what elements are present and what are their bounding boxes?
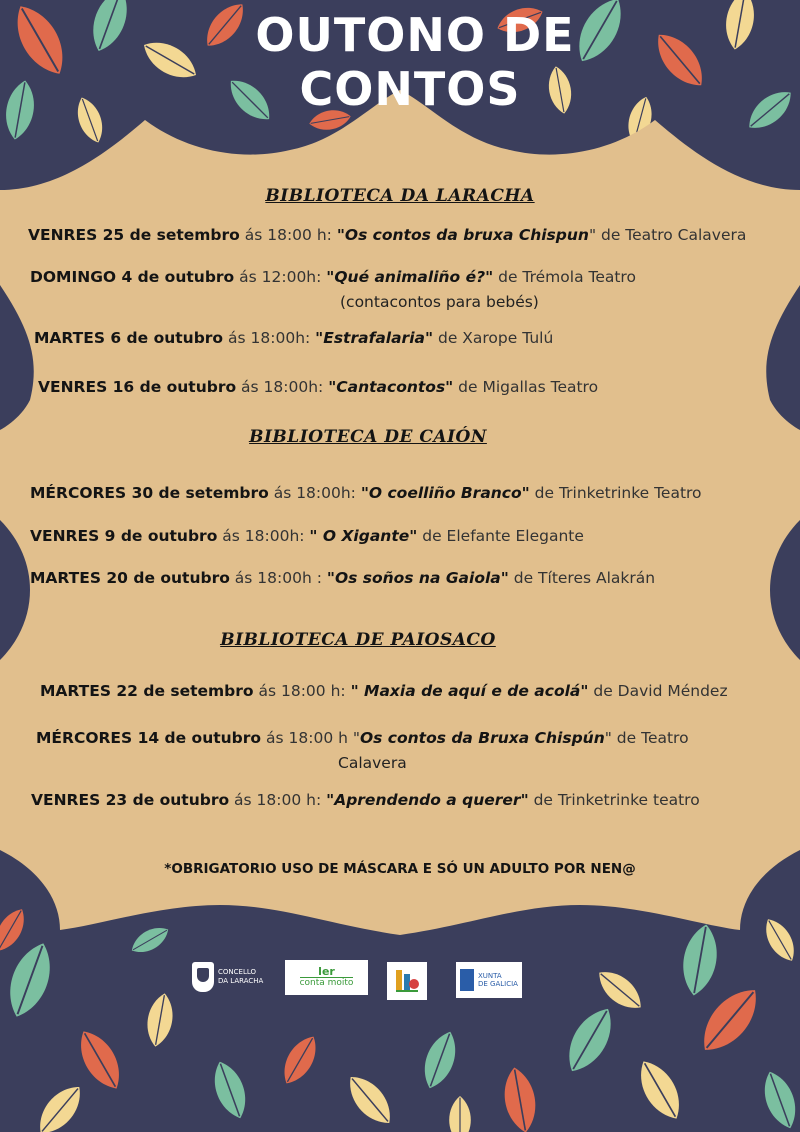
event-time: ás 18:00h: bbox=[217, 527, 310, 545]
event-row bbox=[36, 728, 689, 748]
event-company: de Trémola Teatro bbox=[493, 268, 636, 286]
event-time: ás 18:00h: bbox=[268, 484, 361, 502]
event-company: de Trinketrinke teatro bbox=[528, 791, 700, 809]
concello-logo-text bbox=[218, 968, 263, 986]
event-company: de Elefante Elegante bbox=[417, 527, 584, 545]
ler-conta-moito-logo bbox=[285, 960, 368, 995]
event-company: " de Teatro bbox=[604, 729, 689, 747]
poster-title-line1: OUTONO DE bbox=[255, 8, 575, 62]
event-title: "Cantacontos" bbox=[328, 378, 454, 396]
event-title: "Os contos da bruxa Chispun bbox=[336, 226, 589, 244]
shield-icon bbox=[192, 962, 214, 992]
event-title: " Maxia de aquí e de acolá" bbox=[350, 682, 589, 700]
event-title: "Os soños na Gaiola" bbox=[326, 569, 509, 587]
event-company: " de Teatro Calavera bbox=[588, 226, 747, 244]
event-title: "Qué animaliño é?" bbox=[326, 268, 494, 286]
section-heading-paiosaco: BIBLIOTECA DE PAIOSACO bbox=[220, 630, 496, 650]
event-row bbox=[31, 790, 700, 810]
event-extra: Calavera bbox=[338, 754, 407, 772]
event-time: ás 18:00h: bbox=[223, 329, 316, 347]
concello-logo-line1: CONCELLO bbox=[218, 968, 257, 976]
event-row bbox=[30, 267, 636, 287]
poster-title-line2: CONTOS bbox=[299, 62, 521, 116]
event-time: ás 18:00 h: bbox=[229, 791, 327, 809]
event-title: Os contos da Bruxa Chispún bbox=[359, 729, 605, 747]
library-logo-icon bbox=[392, 966, 422, 996]
event-title: "Estrafalaria" bbox=[315, 329, 434, 347]
mask-notice: *OBRIGATORIO USO DE MÁSCARA E SÓ UN ADULTO POR NEN@ bbox=[164, 861, 636, 877]
library-logo bbox=[387, 962, 427, 1000]
xunta-flag-icon bbox=[460, 969, 474, 991]
event-day: MÉRCORES 30 de setembro bbox=[30, 484, 269, 502]
concello-laracha-logo bbox=[192, 958, 268, 996]
event-company: de Trinketrinke Teatro bbox=[529, 484, 702, 502]
xunta-logo-line2: DE GALICIA bbox=[478, 980, 518, 988]
xunta-logo-line1: XUNTA bbox=[478, 972, 502, 980]
xunta-logo-text bbox=[478, 972, 518, 988]
ler-logo-line2: conta moito bbox=[299, 978, 354, 988]
event-day: VENRES 23 de outubro bbox=[31, 791, 230, 809]
event-time: ás 18:00 h: bbox=[239, 226, 337, 244]
event-day: MARTES 20 de outubro bbox=[30, 569, 230, 587]
event-title: "O coelliño Branco" bbox=[360, 484, 530, 502]
event-time: ás 12:00h: bbox=[234, 268, 327, 286]
event-title: "Aprendendo a querer" bbox=[326, 791, 529, 809]
event-time: ás 18:00 h " bbox=[261, 729, 360, 747]
event-day: DOMINGO 4 de outubro bbox=[30, 268, 235, 286]
event-company: de Xarope Tulú bbox=[433, 329, 554, 347]
event-company: de Títeres Alakrán bbox=[508, 569, 656, 587]
event-time: ás 18:00h: bbox=[236, 378, 329, 396]
event-time: ás 18:00h : bbox=[229, 569, 327, 587]
event-row bbox=[30, 483, 702, 503]
event-row bbox=[30, 568, 655, 588]
event-day: MARTES 22 de setembro bbox=[40, 682, 254, 700]
event-row bbox=[38, 377, 598, 397]
event-row bbox=[40, 681, 728, 701]
event-company: de David Méndez bbox=[588, 682, 728, 700]
event-day: VENRES 9 de outubro bbox=[30, 527, 218, 545]
section-heading-laracha: BIBLIOTECA DA LARACHA bbox=[265, 186, 535, 206]
event-day: VENRES 25 de setembro bbox=[28, 226, 240, 244]
event-day: MARTES 6 de outubro bbox=[34, 329, 224, 347]
event-row bbox=[34, 328, 553, 348]
ler-logo-line1: ler bbox=[318, 965, 335, 978]
event-extra: (contacontos para bebés) bbox=[340, 293, 539, 311]
event-row bbox=[30, 526, 584, 546]
concello-logo-line2: DA LARACHA bbox=[218, 977, 264, 985]
section-heading-caion: BIBLIOTECA DE CAIÓN bbox=[249, 427, 487, 447]
event-title: " O Xigante" bbox=[309, 527, 418, 545]
event-time: ás 18:00 h: bbox=[253, 682, 351, 700]
xunta-galicia-logo bbox=[456, 962, 522, 998]
event-row bbox=[28, 225, 746, 245]
event-company: de Migallas Teatro bbox=[453, 378, 599, 396]
event-day: MÉRCORES 14 de outubro bbox=[36, 729, 262, 747]
event-day: VENRES 16 de outubro bbox=[38, 378, 237, 396]
